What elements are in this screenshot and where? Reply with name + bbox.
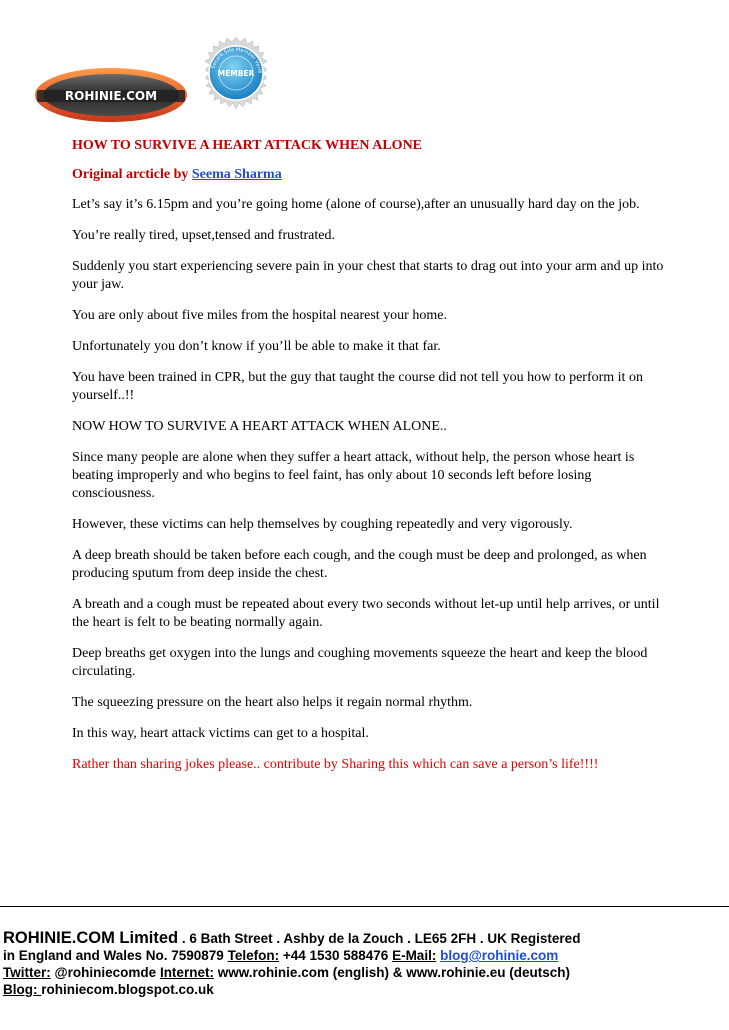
paragraph: However, these victims can help themselves by coughing repeatedly and very vigorously. xyxy=(72,517,573,532)
logo-text: ROHINIE.COM xyxy=(64,89,158,103)
footer-twitter-label: Twitter: xyxy=(3,965,51,980)
footer-internet-label: Internet: xyxy=(159,965,214,980)
footer-phone: +44 1530 588476 xyxy=(279,948,393,963)
paragraph: Suddenly you start experiencing severe pain in your chest that starts to drag out into your arm and up into your jaw. xyxy=(72,259,664,292)
badge-ring-text: Secure Site Member Verifi xyxy=(210,46,263,74)
footer-email-link[interactable]: blog@rohinie.com xyxy=(440,948,559,963)
paragraph: Let’s say it’s 6.15pm and you’re going home (alone of course),after an unusually hard day on the job. xyxy=(72,197,640,212)
badge-label: MEMBER xyxy=(217,69,255,78)
member-badge-icon xyxy=(198,36,274,112)
paragraph: You have been trained in CPR, but the guy that taught the course did not tell you how to perform it on yourself..!! xyxy=(72,370,643,403)
author-link[interactable]: Seema Sharma xyxy=(191,167,282,182)
byline-prefix: Original arcticle by xyxy=(72,167,189,182)
footer-email-label: E-Mail: xyxy=(392,948,437,963)
article-title: HOW TO SURVIVE A HEART ATTACK WHEN ALONE xyxy=(72,138,423,153)
paragraph: In this way, heart attack victims can get to a hospital. xyxy=(72,726,369,741)
footer xyxy=(3,930,729,998)
article-byline xyxy=(72,167,672,183)
paragraph: You are only about five miles from the hospital nearest your home. xyxy=(72,308,447,323)
paragraph: The squeezing pressure on the heart also helps it regain normal rhythm. xyxy=(72,695,473,710)
paragraph: NOW HOW TO SURVIVE A HEART ATTACK WHEN ALONE.. xyxy=(72,419,447,434)
footer-blog-label: Blog: xyxy=(3,982,42,997)
paragraph: A deep breath should be taken before each cough, and the cough must be deep and prolonged, as when producing sputum from deep inside the chest. xyxy=(72,548,647,581)
footer-phone-label: Telefon: xyxy=(227,948,280,963)
footer-address: . 6 Bath Street . Ashby de la Zouch . LE65 2FH . UK Registered xyxy=(178,931,581,946)
rohinie-logo xyxy=(33,66,189,124)
paragraph: Unfortunately you don’t know if you’ll be able to make it that far. xyxy=(72,339,441,354)
paragraph: You’re really tired, upset,tensed and frustrated. xyxy=(72,228,335,243)
paragraph: Deep breaths get oxygen into the lungs and coughing movements squeeze the heart and keep the blood circulating. xyxy=(72,646,648,679)
article xyxy=(72,138,672,787)
footer-registration: in England and Wales No. 7590879 xyxy=(3,948,228,963)
paragraph: Since many people are alone when they suffer a heart attack, without help, the person whose heart is beating improperly and who begins to feel faint, has only about 10 seconds left before losing consciousness. xyxy=(72,450,635,501)
footer-blog[interactable]: rohiniecom.blogspot.co.uk xyxy=(41,982,214,997)
footer-company: ROHINIE.COM Limited xyxy=(3,929,179,947)
paragraph: A breath and a cough must be repeated about every two seconds without let-up until help arrives, or until the heart is felt to be beating normally again. xyxy=(72,597,660,630)
footer-divider xyxy=(0,906,729,907)
closing-note: Rather than sharing jokes please.. contribute by Sharing this which can save a person’s life!!!! xyxy=(72,757,599,772)
footer-twitter[interactable]: @rohiniecomde xyxy=(50,965,160,980)
footer-internet[interactable]: www.rohinie.com (english) & www.rohinie.eu (deutsch) xyxy=(213,965,570,980)
